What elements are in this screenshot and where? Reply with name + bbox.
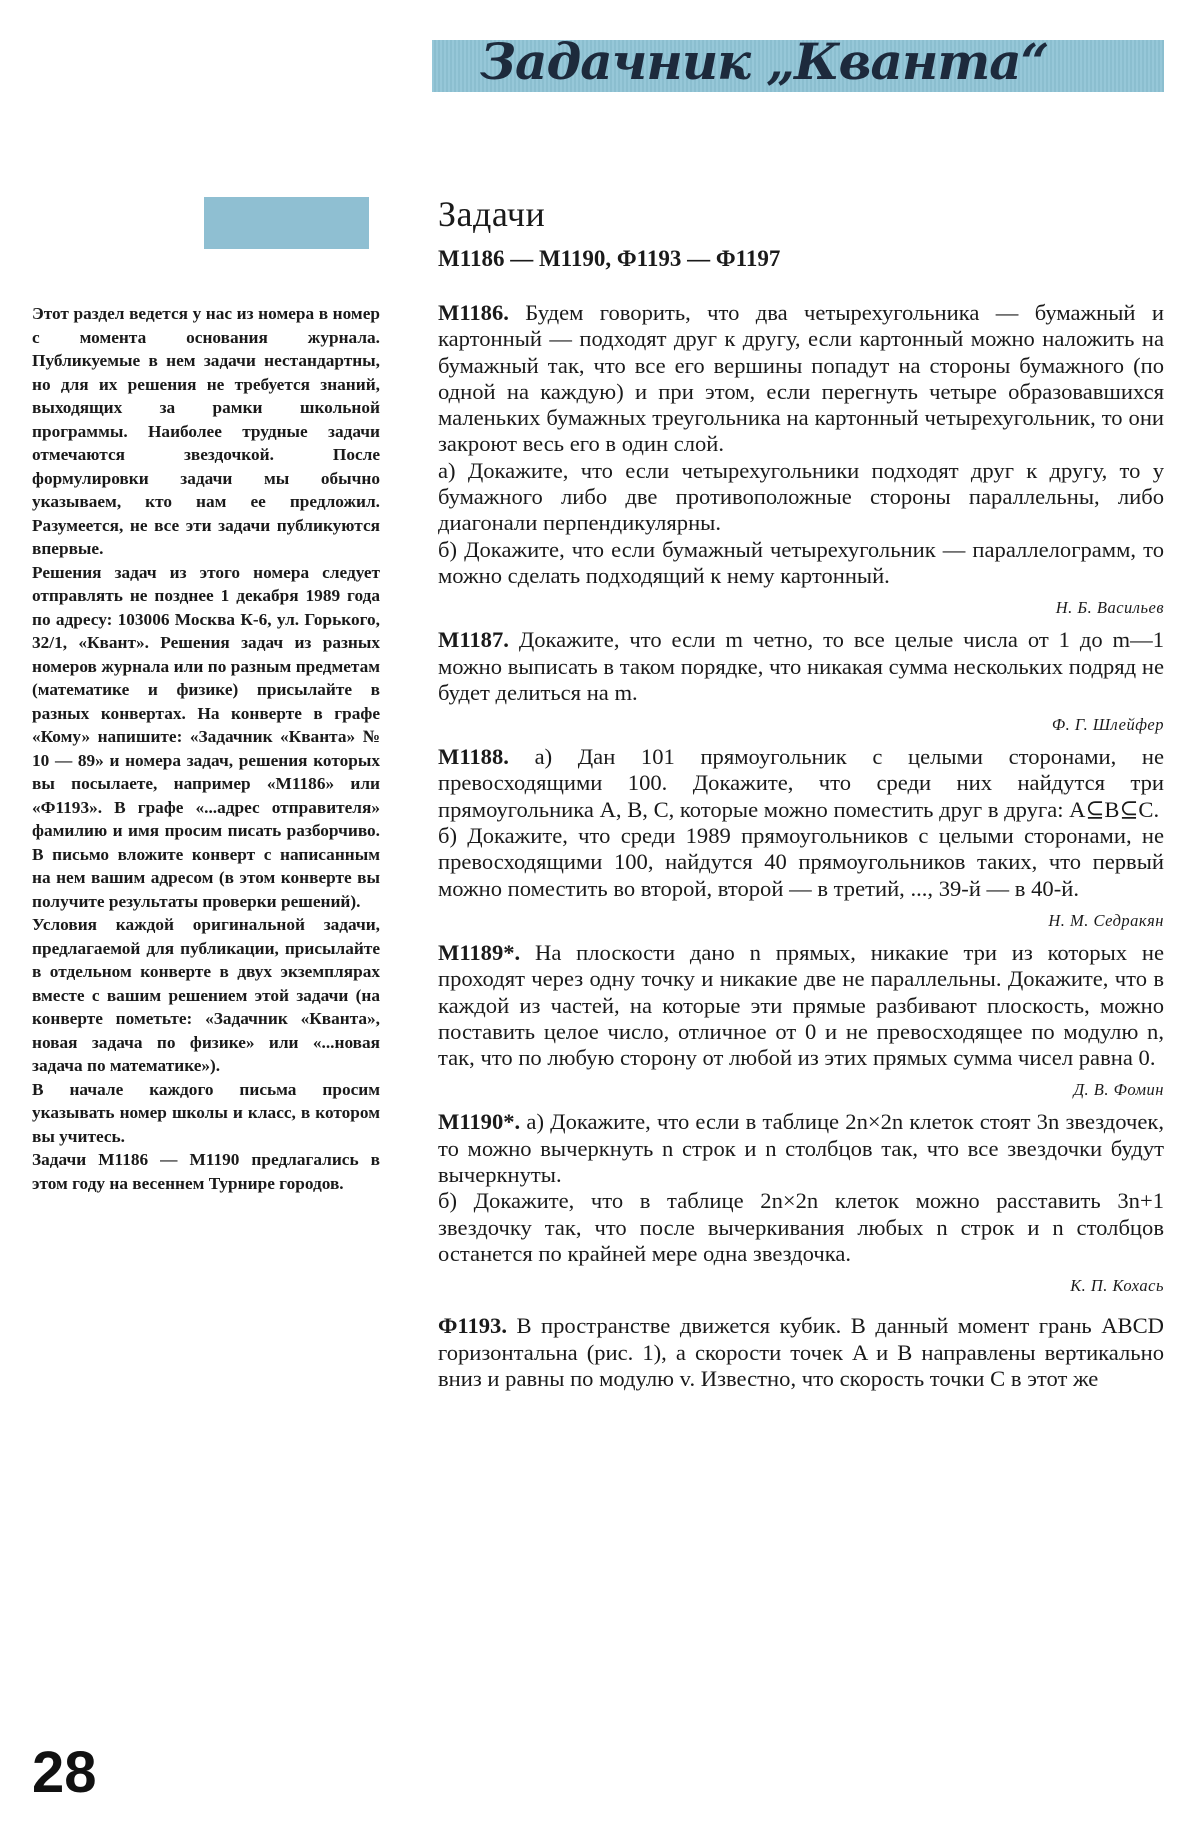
problem-text: Докажите, что если m четно, то все целые числа от 1 до m—1 можно выписать в таком порядке, что никакая сумма нескольких подряд не будет делиться на m. xyxy=(438,627,1165,705)
problem-m1190 xyxy=(438,1109,1164,1297)
problem-part: б) Докажите, что если бумажный четырехугольник — параллелограмм, то можно сделать подходящий к нему картонный. xyxy=(438,536,1164,588)
problem-author: Н. М. Седракян xyxy=(1048,910,1164,930)
problem-text: а) Дан 101 прямоугольник с целыми сторонами, не превосходящими 100. Докажите, что среди них найдутся три прямоугольника A, B, C, которые можно поместить друг в друга: A⊆B⊆C. xyxy=(438,744,1164,822)
sidebar-paragraph: В начале каждого письма просим указывать номер школы и класс, в котором вы учитесь. xyxy=(32,1079,380,1146)
problem-id: М1187. xyxy=(438,627,509,653)
problem-text: На плоскости дано n прямых, никакие три из которых не проходят через одну точку и никакие две не параллельны. Докажите, что в каждой из частей, на которые эти прямые разбивают плоскость, можно поставить целое число, отличное от 0 и не превосходящее по модулю n, так, что по любую сторону от любой из этих прямых сумма чисел равна 0. xyxy=(438,939,1164,1071)
problem-id: М1189*. xyxy=(438,939,521,965)
main-column xyxy=(438,192,1164,1392)
sidebar-paragraph: Решения задач из этого номера следует отправлять не позднее 1 декабря 1989 года по адресу: 103006 Москва К-6, ул. Горького, 32/1, «Квант». Решения задач из разных номеров журнала или по разным предметам (математике и физике) присылайте в разных конвертах. На конверте в графе «Кому» напишите: «Задачник «Кванта» № 10 — 89» и номера задач, решения которых вы посылаете, например «М1186» или «Ф1193». В графе «...адрес отправителя» фамилию и имя просим писать разборчиво. В письмо вложите конверт с написанным на нем вашим адресом (в этом конверте вы получите результаты проверки решений). xyxy=(32,562,380,911)
problem-id: М1186. xyxy=(438,300,509,325)
problem-m1188 xyxy=(438,744,1164,932)
problem-m1189 xyxy=(438,940,1164,1101)
problem-text: В пространстве движется кубик. В данный момент грань ABCD горизонтальна (рис. 1), а скорости точек A и B направлены вертикально вниз и равны по модулю v. Известно, что скорость точки C в этот же xyxy=(438,1313,1164,1391)
page-title: Задачи xyxy=(438,194,546,234)
problem-m1187 xyxy=(438,627,1164,736)
problem-id: М1188. xyxy=(438,744,509,770)
problem-author: Ф. Г. Шлейфер xyxy=(1051,715,1164,735)
problem-part: б) Докажите, что среди 1989 прямоугольников с целыми сторонами, не превосходящими 100, найдутся 40 прямоугольников таких, что первый можно поместить во второй, второй — в третий, ..., 39-й — в 40-й. xyxy=(438,823,1164,901)
problem-part: а) Докажите, что если четырехугольники подходят друг к другу, то у бумажного либо две противоположные стороны параллельны, либо диагонали перпендикулярны. xyxy=(438,457,1164,536)
sidebar-paragraph: Этот раздел ведется у нас из номера в номер с момента основания журнала. Публикуемые в нем задачи нестандартны, но для их решения не требуется знаний, выходящих за рамки школьной программы. Наиболее трудные задачи отмечаются звездочкой. После формулировки задачи мы обычно указываем, кто нам ее предложил. Разумеется, не все эти задачи публикуются впервые. xyxy=(32,304,380,558)
sidebar-paragraph: Задачи М1186 — М1190 предлагались в этом году на весеннем Турнире городов. xyxy=(32,1150,380,1193)
sidebar-paragraph: Условия каждой оригинальной задачи, предлагаемой для публикации, присылайте в отдельном конверте в двух экземплярах вместе с вашим решением этой задачи (на конверте пометьте: «Задачник «Кванта», новая задача по физике» или «...новая задача по математике»). xyxy=(32,915,380,1075)
problem-id: Ф1193. xyxy=(438,1313,507,1339)
problem-text: а) Докажите, что если в таблице 2n×2n клеток стоят 3n звездочек, то можно вычеркнуть n строк и n столбцов так, что все звездочки будут вычеркнуты. xyxy=(438,1109,1164,1188)
problem-f1193 xyxy=(438,1313,1164,1392)
problem-author: Д. В. Фомин xyxy=(1073,1080,1164,1100)
problem-range-subtitle: М1186 — М1190, Ф1193 — Ф1197 xyxy=(438,246,781,271)
problem-author: Н. Б. Васильев xyxy=(1055,598,1164,618)
sidebar-color-block xyxy=(204,197,369,249)
banner-title: Задачник „Кванта“ xyxy=(480,32,1049,91)
page-number: 28 xyxy=(32,1740,97,1805)
problem-part: б) Докажите, что в таблице 2n×2n клеток можно расставить 3n+1 звездочку так, что после вычеркивания любых n строк и n столбцов останется по крайней мере одна звездочка. xyxy=(438,1188,1164,1266)
problem-author: К. П. Кохась xyxy=(1070,1276,1164,1296)
problem-m1186 xyxy=(438,300,1164,619)
problem-id: М1190*. xyxy=(438,1109,521,1135)
problem-text: Будем говорить, что два четырехугольника — бумажный и картонный — подходят друг к другу, если картонный можно наложить на бумажный так, что все его вершины попадут на стороны бумажного (по одной на каждую) и при этом, если перегнуть четыре образовавшихся маленьких бумажных треугольника на картонный четырехугольник, то они закроют весь его в один слой. xyxy=(438,300,1164,457)
sidebar-notice xyxy=(32,302,380,1195)
